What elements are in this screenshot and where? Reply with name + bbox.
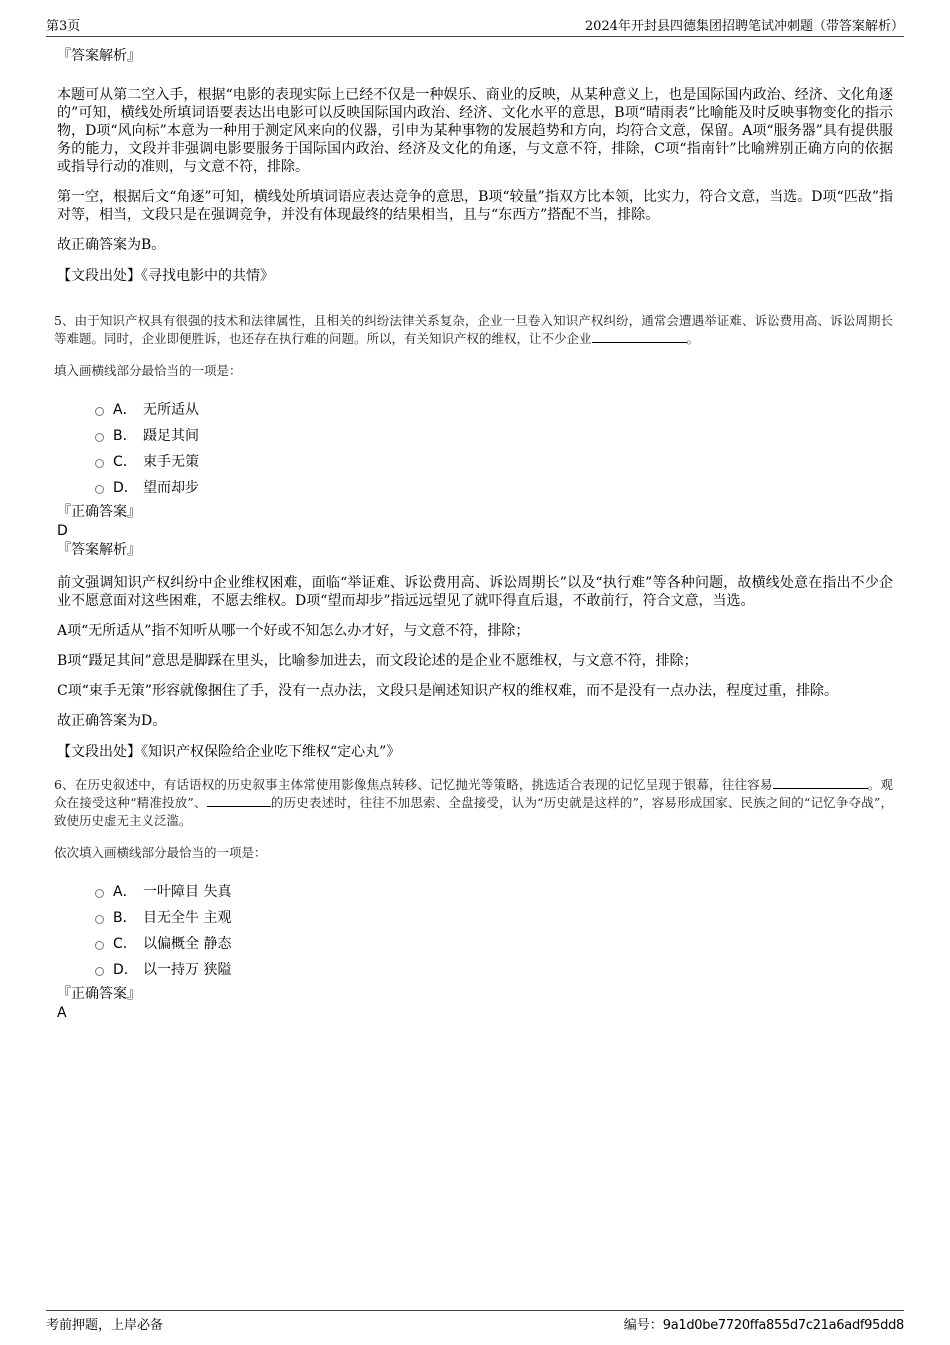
correct-answer: D [57,523,68,539]
radio-button[interactable] [95,485,104,494]
radio-button[interactable] [95,433,104,442]
option-c[interactable]: C． 束手无策 [57,448,893,474]
page-number: 第3页 [46,19,81,34]
answer-conclusion: 故正确答案为D。 [57,713,167,729]
option-a[interactable]: A． 无所适从 [57,396,893,422]
page-content [54,40,893,1022]
analysis-label: 『答案解析』 [57,48,141,64]
option-b[interactable]: B． 蹑足其间 [57,422,893,448]
document-code: 编号：9a1d0be7720ffa855d7c21a6adf95dd8 [623,1317,904,1333]
answer-blank [207,794,271,807]
radio-button[interactable] [95,459,104,468]
radio-button[interactable] [95,967,104,976]
correct-answer: A [57,1005,67,1021]
analysis-paragraph: A项“无所适从”指不知听从哪一个好或不知怎么办才好，与文意不符，排除； [57,623,530,639]
question-5-prompt: 填入画横线部分最恰当的一项是： [54,363,242,378]
passage-source: 【文段出处】《知识产权保险给企业吃下维权“定心丸”》 [57,744,401,760]
answer-conclusion: 故正确答案为B。 [57,237,166,253]
option-d[interactable]: D． 望而却步 [57,474,893,500]
footer-slogan: 考前押题，上岸必备 [46,1317,164,1333]
analysis-paragraph: 本题可从第二空入手，根据“电影的表现实际上已经不仅是一种娱乐、商业的反映，从某种意义上，也是国际国内政治、经济、文化角逐的”可知，横线处所填词语要表达出电影可以反映国际国内政治、经济、文化水平的意思，B项“晴雨表”比喻能及时反映事物变化的指示物，D项“风向标”本意为一种用于测定风来向的仪器，引申为某种事物的发展趋势和方向，均符合文意，保留。A项“服务器”具有提供服务的能力，文段并非强调电影要服务于国际国内政治、经济及文化的角逐，与文意不符，排除，C项“指南针”比喻辨别正确方向的依据或指导行动的准则，与文意不符，排除。 [57,87,893,175]
analysis-paragraph: 前文强调知识产权纠纷中企业维权困难，面临“举证难、诉讼费用高、诉讼周期长”以及“执行难”等各种问题，故横线处意在指出不少企业不愿意面对这些困难，不愿去维权。D项“望而却步”指远远望见了就吓得直后退，不敢前行，符合文意，当选。 [57,575,893,609]
analysis-paragraph: 第一空，根据后文“角逐”可知，横线处所填词语应表达竞争的意思，B项“较量”指双方比本领，比实力，符合文意，当选。D项“匹敌”指对等，相当，文段只是在强调竞争，并没有体现最终的结果相当，且与“东西方”搭配不当，排除。 [57,189,893,223]
analysis-paragraph: B项“蹑足其间”意思是脚踩在里头，比喻参加进去，而文段论述的是企业不愿维权，与文意不符，排除； [57,653,698,669]
radio-button[interactable] [95,915,104,924]
radio-button[interactable] [95,941,104,950]
question-5-options [57,396,893,500]
document-title: 2024年开封县四德集团招聘笔试冲刺题（带答案解析） [584,19,904,34]
radio-button[interactable] [95,889,104,898]
question-6-options [57,878,893,982]
radio-button[interactable] [95,407,104,416]
option-c[interactable]: C． 以偏概全 静态 [57,930,893,956]
correct-answer-label: 『正确答案』 [57,986,141,1002]
correct-answer-label: 『正确答案』 [57,504,141,520]
option-d[interactable]: D． 以一持万 狭隘 [57,956,893,982]
page-footer [46,1310,904,1335]
option-a[interactable]: A． 一叶障目 失真 [57,878,893,904]
question-6-text: 6、在历史叙述中，有话语权的历史叙事主体常使用影像焦点转移、记忆抛光等策略，挑选适合表现的记忆呈现于银幕，往往容易 。观众在接受这种“精准投放”、 的历史表述时，往往不加思索、全盘接受，认为“历史就是这样的”，容易形成国家、民族之间的“记忆争夺战”，致使历史虚无主义泛滥。 [54,777,893,828]
answer-blank [773,776,868,789]
analysis-label: 『答案解析』 [57,542,141,558]
question-6-prompt: 依次填入画横线部分最恰当的一项是： [54,845,267,860]
question-5-text: 5、由于知识产权具有很强的技术和法律属性，且相关的纠纷法律关系复杂，企业一旦卷入知识产权纠纷，通常会遭遇举证难、诉讼费用高、诉讼周期长等难题。同时，企业即便胜诉，也还存在执行难的问题。所以，有关知识产权的维权，让不少企业 。 [54,313,893,346]
page-header [46,12,904,37]
passage-source: 【文段出处】《寻找电影中的共情》 [57,268,274,284]
option-b[interactable]: B． 目无全牛 主观 [57,904,893,930]
answer-blank [592,330,687,343]
analysis-paragraph: C项“束手无策”形容就像捆住了手，没有一点办法，文段只是阐述知识产权的维权难，而不是没有一点办法，程度过重，排除。 [57,683,839,699]
